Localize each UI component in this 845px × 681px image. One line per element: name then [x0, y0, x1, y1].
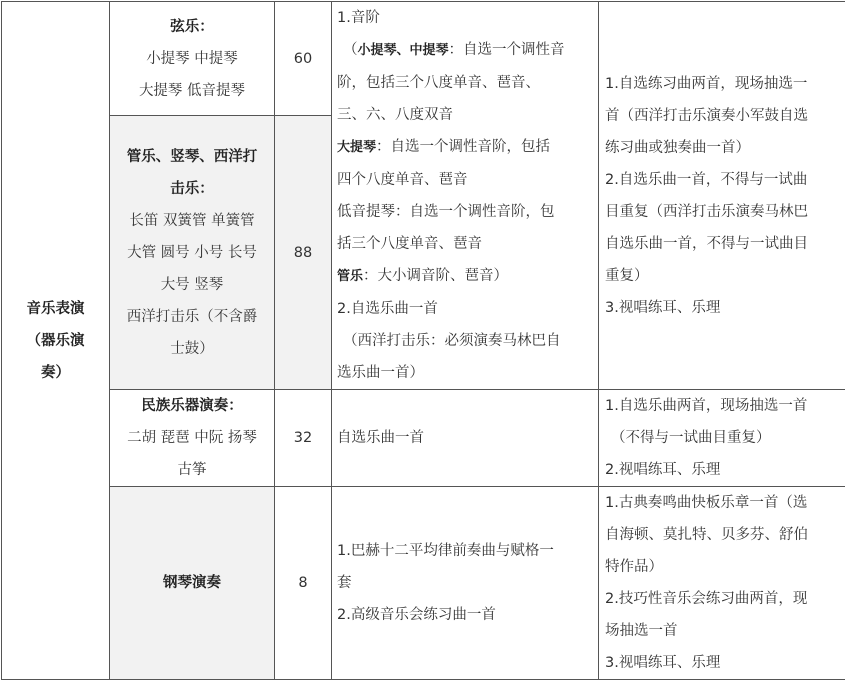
text-line: （西洋打击乐：必须演奏马林巴自: [337, 325, 595, 357]
text-line: 四个八度单音、琶音: [337, 164, 595, 196]
text-line: 2.自选乐曲一首，不得与一试曲: [605, 164, 845, 196]
group-title: 钢琴演奏: [110, 567, 274, 599]
instrument-list-line: 士鼓）: [110, 333, 274, 365]
text-line: 2.高级音乐会练习曲一首: [337, 599, 595, 631]
text-line: [337, 34, 595, 67]
text-fragment-bold: 管乐: [337, 269, 363, 284]
text-line: 1.音阶: [337, 2, 595, 34]
text-line: 2.视唱练耳、乐理: [605, 454, 845, 486]
text-line: 特作品）: [605, 551, 845, 583]
group-title: 弦乐：: [110, 11, 274, 43]
instrument-list-line: 大号 竖琴: [110, 269, 274, 301]
instrument-list-line: 二胡 琵琶 中阮 扬琴: [110, 422, 274, 454]
first-exam-cell: [332, 390, 599, 487]
text-line: （不得与一试曲目重复）: [605, 422, 845, 454]
text-line: 三、六、八度双音: [337, 99, 595, 131]
instrument-group-cell: [110, 2, 275, 116]
table-row: [2, 390, 845, 487]
text-line: 自选乐曲一首，不得与一试曲目: [605, 228, 845, 260]
text-line: 1.自选乐曲两首，现场抽选一首: [605, 390, 845, 422]
count-cell: 88: [275, 116, 332, 390]
text-fragment: （: [343, 42, 358, 58]
text-line: 自选乐曲一首: [337, 422, 595, 454]
category-line: （器乐演: [2, 325, 109, 357]
instrument-group-cell: [110, 116, 275, 390]
text-line: 3.视唱练耳、乐理: [605, 647, 845, 679]
second-exam-cell: [599, 487, 845, 680]
text-line: 首（西洋打击乐演奏小军鼓自选: [605, 100, 845, 132]
group-title: 管乐、竖琴、西洋打: [110, 141, 274, 173]
category-line: 奏）: [2, 357, 109, 389]
second-exam-cell: [599, 390, 845, 487]
text-line: [337, 260, 595, 293]
instrument-group-cell: [110, 390, 275, 487]
text-fragment-bold: 小提琴、中提琴: [358, 43, 449, 58]
group-title: 击乐：: [110, 173, 274, 205]
table-row: [2, 487, 845, 680]
instrument-list-line: 长笛 双簧管 单簧管: [110, 205, 274, 237]
table-row: [2, 2, 845, 116]
text-line: 2.自选乐曲一首: [337, 293, 595, 325]
text-line: 练习曲或独奏曲一首）: [605, 132, 845, 164]
text-line: 括三个八度单音、琶音: [337, 228, 595, 260]
exam-requirements-table: [1, 1, 845, 680]
instrument-list-line: 大管 圆号 小号 长号: [110, 237, 274, 269]
text-line: 1.古典奏鸣曲快板乐章一首（选: [605, 487, 845, 519]
instrument-list-line: 小提琴 中提琴: [110, 43, 274, 75]
text-line: 场抽选一首: [605, 615, 845, 647]
instrument-group-cell: [110, 487, 275, 680]
text-line: 3.视唱练耳、乐理: [605, 292, 845, 324]
count-cell: 32: [275, 390, 332, 487]
text-line: 套: [337, 567, 595, 599]
text-fragment: ：自选一个调性音阶，包括: [376, 139, 550, 155]
text-line: 阶，包括三个八度单音、琶音、: [337, 67, 595, 99]
second-exam-cell: [599, 2, 845, 390]
text-line: 1.自选练习曲两首，现场抽选一: [605, 68, 845, 100]
instrument-list-line: 西洋打击乐（不含爵: [110, 301, 274, 333]
text-line: 选乐曲一首）: [337, 357, 595, 389]
text-line: [337, 131, 595, 164]
instrument-list-line: 古筝: [110, 454, 274, 486]
group-title: 民族乐器演奏：: [110, 390, 274, 422]
text-fragment: ：大小调音阶、琶音）: [363, 268, 508, 284]
first-exam-cell: [332, 487, 599, 680]
text-line: 自海顿、莫扎特、贝多芬、舒伯: [605, 519, 845, 551]
text-fragment: ：自选一个调性音: [449, 42, 565, 58]
text-line: 重复）: [605, 260, 845, 292]
category-cell: [2, 2, 110, 680]
first-exam-cell: [332, 2, 599, 390]
text-line: 1.巴赫十二平均律前奏曲与赋格一: [337, 535, 595, 567]
text-line: 低音提琴：自选一个调性音阶，包: [337, 196, 595, 228]
text-line: 目重复（西洋打击乐演奏马林巴: [605, 196, 845, 228]
text-line: 2.技巧性音乐会练习曲两首，现: [605, 583, 845, 615]
count-cell: 8: [275, 487, 332, 680]
category-line: 音乐表演: [2, 293, 109, 325]
instrument-list-line: 大提琴 低音提琴: [110, 75, 274, 107]
text-fragment-bold: 大提琴: [337, 140, 376, 155]
count-cell: 60: [275, 2, 332, 116]
